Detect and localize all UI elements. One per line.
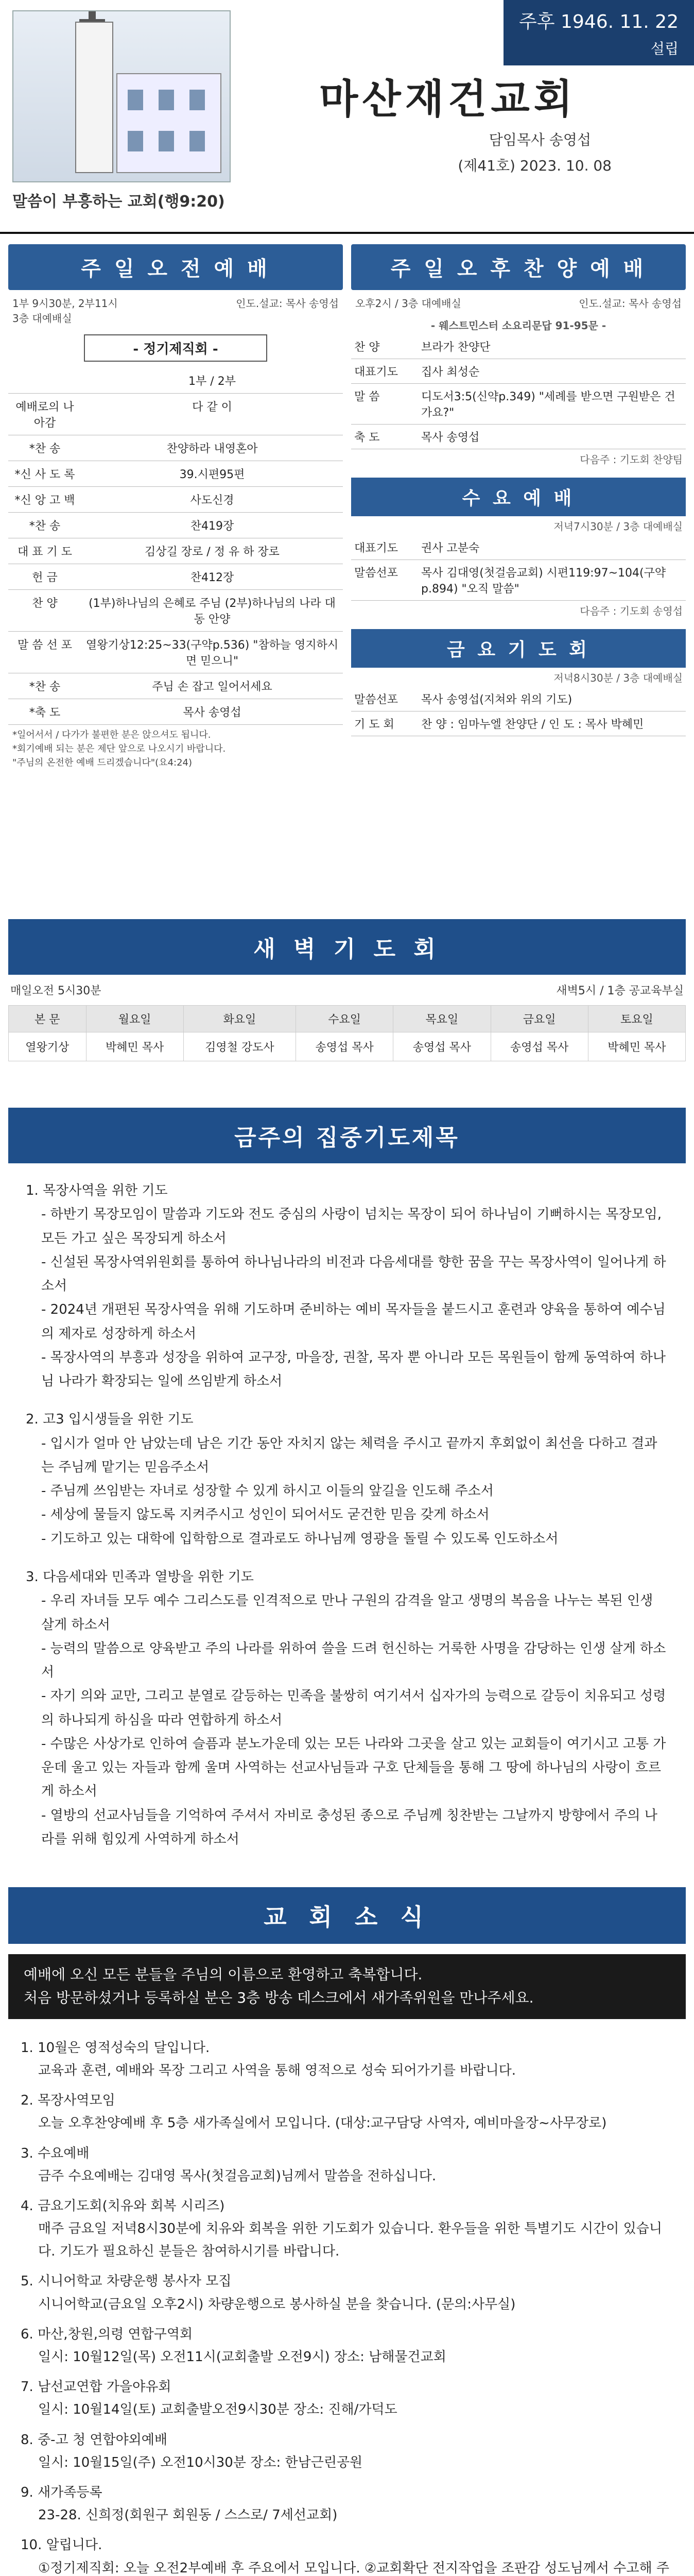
news-item-title: 8. 중-고 청 연합야외예배 [21, 2432, 168, 2448]
founding-badge [504, 0, 694, 65]
order-item-label: *신 앙 고 백 [8, 487, 81, 513]
order-item-label: *찬 송 [8, 513, 81, 538]
prayer-topics-heading: 금주의 집중기도제목 [8, 1108, 686, 1163]
order-item-value: 다 같 이 [81, 394, 343, 435]
news-item-title: 10. 알립니다. [21, 2537, 102, 2553]
bulletin-header [0, 0, 694, 234]
order-item-value: 목사 송영섭(지쳐와 위의 기도) [421, 693, 572, 706]
morning-service-time: 1부 9시30분, 2부11시 3층 대예배실 [12, 297, 118, 325]
dawn-column-header: 본 문 [9, 1006, 86, 1032]
news-item-title: 7. 남선교연합 가을야유회 [21, 2379, 171, 2395]
afternoon-next-week: 다음주 : 기도회 찬양팀 [580, 453, 683, 466]
prayer-topics [0, 1179, 694, 1851]
order-item-value: 집사 최성순 [421, 366, 480, 379]
welcome-banner: 예배에 오신 모든 분들을 주님의 이름으로 환영하고 축복합니다. 처음 방문하셨거나 등록하실 분은 3층 방송 데스크에서 새가족위원을 만나주세요. [8, 1954, 686, 2019]
meeting-notice: - 정기제직회 - [84, 334, 267, 362]
morning-service-heading: 주 일 오 전 예 배 [8, 244, 343, 290]
order-item-value: 목사 송영섭 [421, 431, 480, 444]
prayer-item: - 우리 자녀들 모두 예수 그리스도를 인격적으로 만나 구원의 감격을 알고 생명의 복음을 나누는 복된 인생 살게 하소서 [41, 1593, 653, 1633]
news-item-title: 6. 마산,창원,의령 연합구역회 [21, 2326, 193, 2342]
afternoon-service-heading: 주 일 오 후 찬 양 예 배 [351, 244, 686, 290]
dawn-cell: 열왕기상 [9, 1032, 86, 1061]
order-item-value: 1부 / 2부 [81, 368, 343, 394]
order-item-value: 열왕기상12:25~33(구약p.536) "참하늘 영지하시면 믿으니" [81, 632, 343, 673]
order-row [351, 359, 686, 384]
news-item-detail: 금주 수요예배는 김대영 목사(첫걸음교회)님께서 말씀을 전하십니다. [38, 2168, 437, 2184]
order-item-label: 말씀선포 [354, 693, 398, 706]
news-item-detail: 23-28. 신희정(회원구 회원동 / 스스로/ 7세선교회) [38, 2507, 338, 2523]
dawn-column-header: 화요일 [183, 1006, 296, 1032]
dawn-cell: 송영섭 목사 [296, 1032, 393, 1061]
news-item-detail: 오늘 오후찬양예배 후 5층 새가족실에서 모입니다. (대상:교구담당 사역자, 예비마을장~사무장로) [38, 2115, 607, 2131]
order-item-value: 디도서3:5(신약p.349) "세례를 받으면 구원받은 건가요?" [421, 391, 675, 419]
order-item-value: 권사 고분숙 [421, 542, 480, 555]
service-columns [0, 234, 694, 914]
issue-number-date: (제41호) 2023. 10. 08 [458, 157, 612, 174]
order-row [8, 513, 343, 538]
news-item-title: 5. 시니어학교 차량운행 봉사자 모집 [21, 2274, 232, 2290]
order-item-label: 대표기도 [354, 542, 398, 555]
news-item-detail: 시니어학교(금요일 오후2시) 차량운행으로 봉사하실 분을 찾습니다. (문의:사무실) [38, 2296, 516, 2312]
morning-notes: *일어서서 / 다가가 불편한 분은 앉으셔도 됩니다. *회기예배 되는 분은 제단 앞으로 나오시기 바랍니다. "주님의 온전한 예배 드리겠습니다"(요4:24) [12, 730, 226, 768]
morning-service-leader: 인도.설교: 목사 송영섭 [236, 297, 339, 310]
order-item-value: (1부)하나님의 은혜로 주님 (2부)하나님의 나라 대동 안양 [81, 590, 343, 632]
order-row [8, 632, 343, 673]
order-row [8, 487, 343, 513]
order-row [351, 384, 686, 425]
news-item-detail: 일시: 10월12일(목) 오전11시(교회출발 오전9시) 장소: 남해물건교회 [38, 2349, 446, 2365]
prayer-item: - 주님께 쓰임받는 자녀로 성장할 수 있게 하시고 이들의 앞길을 인도해 주소서 [41, 1483, 494, 1499]
afternoon-service-time: 오후2시 / 3층 대예배실 [355, 297, 461, 310]
morning-order-table [8, 368, 343, 725]
senior-pastor: 담임목사 송영섭 [489, 131, 591, 148]
order-item-label: 대표기도 [354, 366, 398, 379]
order-item-label: 기 도 회 [354, 718, 394, 731]
order-item-label: 축 도 [354, 431, 380, 444]
prayer-section-title: 2. 고3 입시생들을 위한 기도 [26, 1412, 194, 1428]
order-item-label: *찬 송 [8, 435, 81, 461]
dawn-prayer-location: 새벽5시 / 1층 공교육부실 [556, 985, 684, 997]
order-row [351, 425, 686, 449]
prayer-item: - 세상에 물들지 않도록 지켜주시고 성인이 되어서도 굳건한 믿음 갖게 하소서 [41, 1507, 490, 1523]
order-row [8, 461, 343, 487]
news-item-title: 3. 수요예배 [21, 2145, 90, 2161]
afternoon-service-leader: 인도.설교: 목사 송영섭 [579, 297, 682, 310]
dawn-column-header: 금요일 [491, 1006, 588, 1032]
wednesday-service-heading: 수 요 예 배 [351, 478, 686, 516]
church-news-list [0, 2019, 694, 2576]
news-item-detail: 일시: 10월15일(주) 오전10시30분 장소: 한남근린공원 [38, 2454, 363, 2470]
prayer-item: - 하반기 목장모임이 말씀과 기도와 전도 중심의 사랑이 넘치는 목장이 되어 하나님이 기뻐하시는 목장모임, 모든 가고 싶은 목장되게 하소서 [41, 1207, 662, 1246]
dawn-cell: 송영섭 목사 [393, 1032, 491, 1061]
founding-date: 주후 1946. 11. 22 [518, 11, 679, 32]
order-item-value: 목사 김대영(첫걸음교회) 시편119:97~104(구약p.894) "오직 말씀" [421, 567, 666, 596]
order-item-label: *신 사 도 록 [8, 461, 81, 487]
church-title: 마산재건교회 [319, 76, 577, 123]
prayer-item: - 자기 의와 교만, 그리고 분열로 갈등하는 민족을 불쌍히 여기셔서 십자가의 능력으로 갈등이 치유되고 성령의 하나되게 하심을 따라 연합하게 하소서 [41, 1688, 666, 1728]
catechism-title: - 웨스트민스터 소요리문답 91-95문 - [430, 319, 606, 332]
order-row [8, 699, 343, 725]
order-item-label: 말 씀 선 포 [8, 632, 81, 673]
order-row [8, 673, 343, 699]
morning-service-column [8, 244, 343, 914]
order-item-value: 찬419장 [81, 513, 343, 538]
order-item-value: 39.시편95편 [81, 461, 343, 487]
news-item-title: 1. 10월은 영적성숙의 달입니다. [21, 2040, 210, 2056]
news-item-title: 4. 금요기도회(치유와 회복 시리즈) [21, 2198, 225, 2214]
dawn-cell: 김영철 강도사 [183, 1032, 296, 1061]
dawn-prayer-table [8, 1005, 686, 1061]
founding-label: 설립 [650, 40, 679, 57]
news-item-title: 2. 목장사역모임 [21, 2093, 115, 2109]
church-news-heading: 교 회 소 식 [8, 1887, 686, 1944]
order-item-value: 찬412장 [81, 564, 343, 590]
afternoon-order-list [351, 334, 686, 449]
church-motto: 말씀이 부흥하는 교회(행9:20) [12, 193, 225, 211]
order-item-label: *축 도 [8, 699, 81, 725]
order-item-value: 찬양하라 내영혼아 [81, 435, 343, 461]
order-row [8, 590, 343, 632]
prayer-item: - 능력의 말씀으로 양육받고 주의 나라를 위하여 쓸을 드려 헌신하는 거룩한 사명을 감당하는 인생 살게 하소서 [41, 1640, 666, 1681]
friday-prayer-time: 저녁8시30분 / 3층 대예배실 [553, 672, 683, 684]
order-row [351, 535, 686, 560]
order-item-label: 말씀선포 [354, 567, 398, 580]
order-row [8, 368, 343, 394]
prayer-item: - 2024년 개편된 목장사역을 위해 기도하며 준비하는 예비 목자들을 붙드시고 훈련과 양육을 통하여 예수님의 제자로 성장하게 하소서 [41, 1302, 666, 1342]
order-row [351, 334, 686, 359]
prayer-section-title: 3. 다음세대와 민족과 열방을 위한 기도 [26, 1569, 254, 1585]
order-row [8, 394, 343, 435]
dawn-column-header: 수요일 [296, 1006, 393, 1032]
dawn-cell: 박혜민 목사 [588, 1032, 685, 1061]
friday-order-list [351, 687, 686, 736]
wednesday-order-list [351, 535, 686, 601]
order-row [8, 435, 343, 461]
prayer-item: - 신설된 목장사역위원회를 통하여 하나님나라의 비전과 다음세대를 향한 꿈을 꾸는 목장사역이 일어나게 하소서 [41, 1254, 666, 1294]
dawn-cell: 박혜민 목사 [86, 1032, 183, 1061]
dawn-prayer-heading: 새 벽 기 도 회 [8, 919, 686, 975]
dawn-column-header: 토요일 [588, 1006, 685, 1032]
friday-prayer-heading: 금 요 기 도 회 [351, 629, 686, 668]
order-item-label: 예배로의 나아감 [8, 394, 81, 435]
prayer-item: - 수많은 사상가로 인하여 슬픔과 분노가운데 있는 모든 나라와 그곳을 살고 있는 교회들이 여기시고 고통 가운데 울고 있는 자들과 함께 울며 사역하는 선교사님들과 구호 단체들을 통해 그 땅에 하나님의 사랑이 흐르게 하소서 [41, 1736, 666, 1800]
dawn-column-header: 월요일 [86, 1006, 183, 1032]
prayer-item: - 입시가 얼마 안 남았는데 남은 기간 동안 자치지 않는 체력을 주시고 끝까지 후회없이 최선을 다하고 결과는 주님께 맡기는 믿음주소서 [41, 1435, 657, 1475]
order-item-value: 김상길 장로 / 정 유 하 장로 [81, 538, 343, 564]
order-row [351, 687, 686, 711]
news-item-detail: 매주 금요일 저녁8시30분에 치유와 회복을 위한 기도회가 있습니다. 환우들을 위한 특별기도 시간이 있습니다. 기도가 필요하신 분들은 참여하시기를 바랍니다. [38, 2221, 662, 2260]
order-row [8, 564, 343, 590]
order-row [351, 560, 686, 601]
order-item-value: 브라가 찬양단 [421, 341, 491, 354]
dawn-cell: 송영섭 목사 [491, 1032, 588, 1061]
order-row [351, 711, 686, 736]
prayer-item: - 목장사역의 부흥과 성장을 위하여 교구장, 마을장, 권찰, 목자 뿐 아니라 모든 목원들이 함께 동역하여 하나님 나라가 확장되는 일에 쓰임받게 하소서 [41, 1349, 666, 1389]
order-item-label: 대 표 기 도 [8, 538, 81, 564]
wednesday-next-week: 다음주 : 기도회 송영섭 [580, 605, 683, 617]
dawn-prayer-schedule: 매일오전 5시30분 [10, 985, 101, 997]
order-item-label: *찬 송 [8, 673, 81, 699]
other-services-column [351, 244, 686, 914]
church-building-image [12, 10, 231, 182]
order-item-label: 찬 양 [354, 341, 380, 354]
news-item-detail: 교육과 훈련, 예배와 목장 그리고 사역을 통해 영적으로 성숙 되어가기를 바랍니다. [38, 2062, 516, 2078]
order-item-value: 주님 손 잡고 일어서세요 [81, 673, 343, 699]
order-item-label: 찬 양 [8, 590, 81, 632]
news-item-detail: 일시: 10월14일(토) 교회출발오전9시30분 장소: 진해/가덕도 [38, 2402, 397, 2418]
prayer-section-title: 1. 목장사역을 위한 기도 [26, 1183, 168, 1198]
prayer-item: - 열방의 선교사님들을 기억하여 주셔서 자비로 충성된 종으로 주님께 칭찬받는 그날까지 방향에서 주의 나라를 위해 힘있게 사역하게 하소서 [41, 1807, 657, 1847]
news-item-detail: ①정기제직회: 오늘 오전2부예배 후 주요에서 모입니다. ②교회확단 전지작업을 조판감 성도님께서 수고해 주 [38, 2560, 669, 2576]
wednesday-service-time: 저녁7시30분 / 3층 대예배실 [553, 520, 683, 533]
order-item-label [8, 368, 81, 394]
order-item-value: 목사 송영섭 [81, 699, 343, 725]
order-row [8, 538, 343, 564]
dawn-column-header: 목요일 [393, 1006, 491, 1032]
order-item-label: 헌 금 [8, 564, 81, 590]
news-item-title: 9. 새가족등록 [21, 2484, 102, 2500]
order-item-value: 찬 양 : 임마누엘 찬양단 / 인 도 : 목사 박혜민 [421, 718, 644, 731]
order-item-label: 말 씀 [354, 391, 380, 403]
order-item-value: 사도신경 [81, 487, 343, 513]
prayer-item: - 기도하고 있는 대학에 입학함으로 결과로도 하나님께 영광을 돌릴 수 있도록 인도하소서 [41, 1531, 559, 1547]
